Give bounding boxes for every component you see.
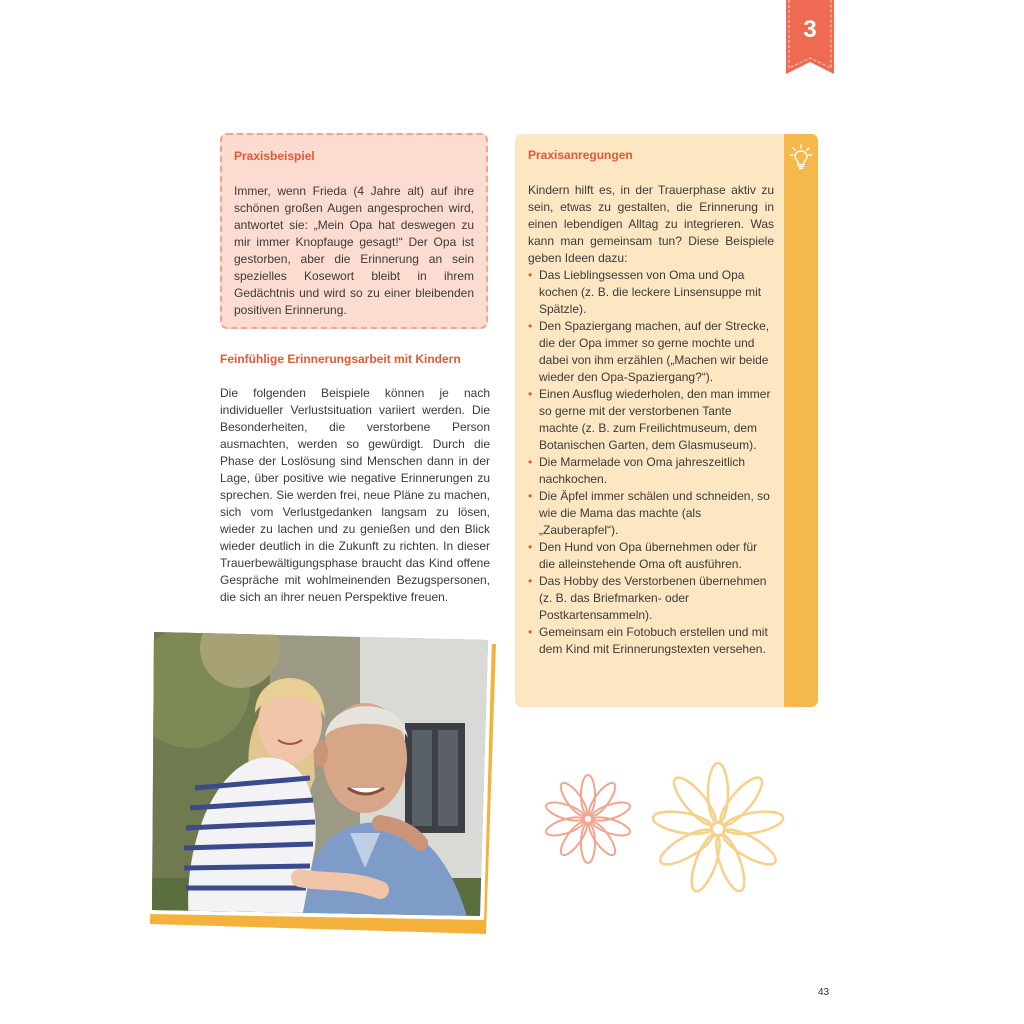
list-item: • Die Äpfel immer schälen und schneiden, so wie die Mama das machte (als „Zauberapfel“). (528, 488, 774, 539)
ideas-intro: Kindern hilft es, in der Trauerphase aktiv zu sein, etwas zu gestalten, die Erinnerung in einen lebendigen Alltag zu integrieren. Was kann man gemeinsam tun? Diese Beispiele geben Ideen dazu: (528, 183, 774, 265)
list-item: • Den Spaziergang machen, auf der Strecke, die der Opa immer so gerne mochte und dabei von ihm erzählen („Machen wir beide wieder den Opa-Spaziergang?“). (528, 318, 774, 386)
chapter-ribbon (786, 0, 834, 74)
ideas-box-title: Praxisanregungen (528, 148, 633, 162)
chapter-number: 3 (803, 16, 817, 43)
photo-grandfather-granddaughter (150, 628, 498, 934)
ideas-box (515, 134, 818, 707)
example-box (220, 133, 488, 329)
page-number: 43 (818, 987, 830, 998)
section-heading: Feinfühlige Erinnerungsarbeit mit Kindern (220, 352, 461, 366)
list-item: • Die Marmelade von Oma jahreszeitlich nachkochen. (528, 454, 774, 488)
ideas-list (528, 267, 774, 658)
lightbulb-icon (790, 144, 812, 172)
ideas-sidebar (784, 134, 818, 707)
list-item: • Einen Ausflug wiederholen, den man immer so gerne mit der verstorbenen Tante machte (z. B. zum Freilichtmuseum, dem Botanischen Garten, dem Glasmuseum). (528, 386, 774, 454)
list-item: • Das Hobby des Verstorbenen übernehmen (z. B. das Briefmarken- oder Postkartensammeln). (528, 573, 774, 624)
section-body: Die folgenden Beispiele können je nach individueller Verlustsituation variiert werden. Die Besonderheiten, die verstorbene Person ausmachten, werden so gewürdigt. Durch die Phase der Loslösung sind Menschen dann in der Lage, über positive wie negative Erinnerungen zu sprechen. Sie werden frei, neue Pläne zu machen, sich vom Verlustgedanken langsam zu lösen, wieder zu lachen und zu genießen und den Blick wieder deutlich in die Zukunft zu richten. In dieser Trauerbewältigungsphase braucht das Kind offene Gespräche mit wohlmeinenden Bezugspersonen, die sich an ihrer neuen Perspektive freuen. (220, 386, 490, 604)
list-item: • Den Hund von Opa übernehmen oder für die alleinstehende Oma oft ausführen. (528, 539, 774, 573)
decorative-flowers (540, 755, 800, 910)
list-item: • Das Lieblingsessen von Oma und Opa kochen (z. B. die leckere Linsensuppe mit Spätzle). (528, 267, 774, 318)
example-box-body: Immer, wenn Frieda (4 Jahre alt) auf ihre schönen großen Augen angesprochen wird, antwortet sie: „Mein Opa hat deswegen zu mir immer Knopfauge gesagt!“ Der Opa ist gestorben, aber die Erinnerung an sein spezielles Kosewort bleibt in ihrem Gedächtnis und wird so zu einer bleibenden positiven Erinnerung. (234, 184, 474, 317)
flower-icon (540, 755, 800, 905)
photo-illustration (150, 628, 498, 934)
list-item: • Gemeinsam ein Fotobuch erstellen und mit dem Kind mit Erinnerungstexten versehen. (528, 624, 774, 658)
example-box-title: Praxisbeispiel (234, 149, 315, 163)
